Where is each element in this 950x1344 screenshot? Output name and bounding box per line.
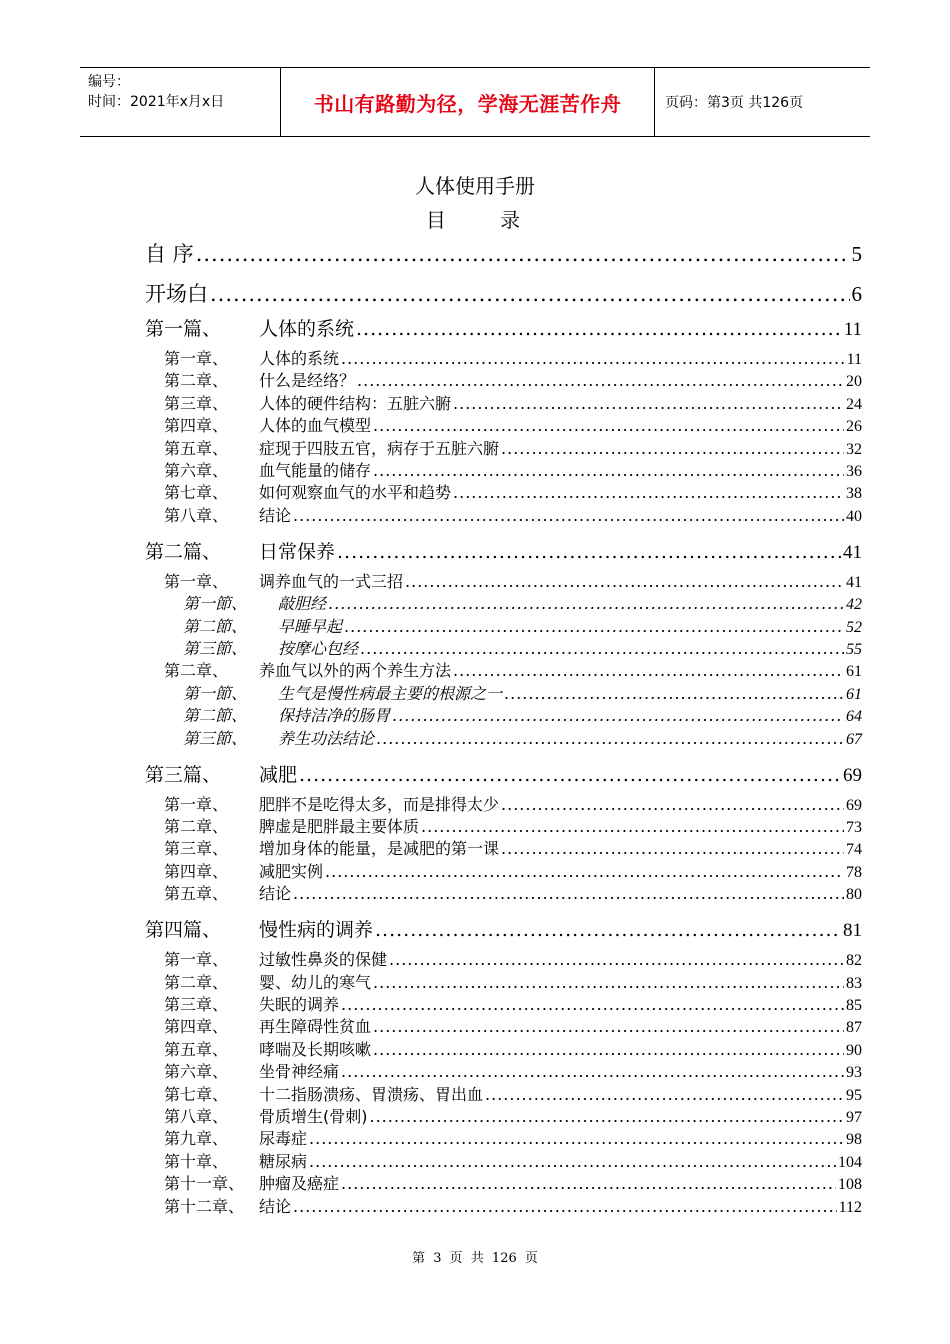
toc-entry-title: 脾虚是肥胖最主要体质	[259, 817, 420, 836]
toc-leader-dots	[421, 817, 844, 836]
toc-leader-dots	[341, 1062, 844, 1081]
toc-page-number: 69	[846, 796, 862, 814]
toc-section-entry[interactable]	[183, 591, 862, 612]
toc-entry-number: 第十章、	[164, 1151, 229, 1171]
code-label: 编号：	[88, 74, 130, 90]
toc-part-entry[interactable]	[145, 238, 862, 268]
toc-leader-dots	[373, 1040, 844, 1059]
toc-leader-dots	[392, 706, 844, 725]
toc-chapter-entry[interactable]	[164, 1014, 862, 1035]
toc-leader-dots	[453, 661, 844, 680]
toc-entry-number: 第六章、	[164, 461, 229, 480]
toc-page-number: 20	[846, 373, 862, 391]
toc-entry-number: 第六章、	[164, 1062, 229, 1082]
toc-entry-title: 过敏性鼻炎的保健	[259, 950, 388, 970]
toc-chapter-entry[interactable]	[164, 881, 862, 902]
toc-heading: 目 录	[425, 208, 525, 232]
toc-chapter-entry[interactable]	[164, 413, 862, 434]
toc-leader-dots	[373, 461, 844, 480]
header-motto: 书山有路勤为径，学海无涯苦作舟	[281, 68, 655, 136]
toc-entry-title: 结论	[259, 884, 292, 904]
toc-entry-title: 什么是经络？	[259, 371, 356, 391]
toc-leader-dots	[196, 242, 850, 266]
toc-page-number: 74	[846, 841, 862, 859]
toc-entry-number: 第十一章、	[164, 1174, 245, 1194]
toc-entry-number: 第三篇、	[145, 763, 222, 786]
toc-chapter-entry[interactable]	[164, 836, 862, 857]
toc-page-number: 41	[843, 541, 862, 563]
toc-entry-title: 婴、幼儿的寒气	[259, 972, 372, 992]
toc-chapter-entry[interactable]	[164, 368, 862, 389]
header-page-info: 页码：第3页 共126页	[665, 95, 804, 111]
toc-page-number: 87	[846, 1019, 862, 1037]
toc-chapter-entry[interactable]	[164, 480, 862, 501]
toc-entry-number: 第一節、	[183, 683, 248, 703]
toc-chapter-entry[interactable]	[164, 947, 862, 968]
toc-entry-title: 减肥	[259, 763, 298, 786]
toc-leader-dots	[337, 541, 841, 563]
toc-entry-title: 失眠的调养	[259, 995, 340, 1014]
toc-entry-number: 第四篇、	[145, 919, 222, 942]
toc-leader-dots	[485, 1085, 844, 1104]
toc-page-number: 69	[843, 764, 862, 786]
toc-leader-dots	[501, 795, 844, 814]
toc-page-number: 73	[846, 819, 862, 836]
toc-leader-dots	[373, 416, 844, 435]
document-title: 人体使用手册	[415, 174, 535, 198]
toc-entry-title: 按摩心包经	[278, 639, 359, 658]
toc-entry-title: 早睡早起	[278, 616, 343, 636]
toc-entry-title: 生气是慢性病最主要的根源之一	[278, 683, 503, 703]
toc-page-number: 104	[838, 1153, 862, 1171]
toc-chapter-entry[interactable]	[164, 346, 862, 367]
toc-page-number: 82	[846, 952, 862, 970]
toc-entry-number: 第一章、	[164, 571, 229, 591]
toc-page-number: 108	[838, 1176, 862, 1194]
toc-leader-dots	[375, 919, 841, 941]
toc-page-number: 26	[846, 418, 862, 436]
page-footer: 第 3 页 共 126 页	[412, 1251, 538, 1266]
toc-entry-title: 保持洁净的肠胃	[278, 706, 391, 726]
toc-leader-dots	[293, 884, 844, 903]
toc-page-number: 93	[846, 1064, 862, 1082]
toc-leader-dots	[357, 371, 844, 390]
toc-entry-number: 第八章、	[164, 505, 229, 525]
toc-chapter-entry[interactable]	[164, 1082, 862, 1103]
toc-part-entry[interactable]	[145, 760, 862, 786]
toc-leader-dots	[501, 839, 844, 858]
toc-entry-number: 第四章、	[164, 416, 229, 436]
toc-leader-dots	[293, 1197, 837, 1216]
toc-entry-number: 第九章、	[164, 1129, 229, 1149]
toc-page-number: 41	[846, 573, 862, 591]
toc-leader-dots	[453, 483, 844, 502]
toc-entry-number: 开场白	[145, 282, 208, 306]
toc-entry-title: 调养血气的一式三招	[259, 571, 404, 591]
toc-leader-dots	[370, 1107, 845, 1126]
toc-entry-number: 第三章、	[164, 995, 229, 1014]
toc-entry-title: 减肥实例	[259, 861, 324, 881]
toc-entry-title: 骨质增生(骨刺)	[259, 1107, 368, 1126]
toc-page-number: 112	[838, 1198, 862, 1216]
toc-entry-title: 如何观察血气的水平和趋势	[259, 483, 452, 503]
toc-entry-number: 第七章、	[164, 1084, 229, 1104]
toc-entry-title: 结论	[259, 505, 292, 525]
toc-page-number: 11	[846, 351, 862, 368]
toc-leader-dots	[373, 973, 844, 992]
toc-entry-number: 第二節、	[183, 706, 248, 726]
toc-chapter-entry[interactable]	[164, 1104, 862, 1125]
toc-leader-dots	[293, 506, 844, 525]
toc-entry-number: 第五章、	[164, 884, 229, 904]
toc-entry-title: 再生障碍性贫血	[259, 1017, 372, 1037]
toc-page-number: 32	[846, 440, 862, 458]
toc-entry-title: 人体的血气模型	[259, 416, 372, 436]
toc-entry-title: 十二指肠溃疡、胃溃疡、胃出血	[259, 1084, 484, 1104]
toc-chapter-entry[interactable]	[164, 391, 862, 412]
toc-entry-number: 第四章、	[164, 1017, 229, 1037]
toc-entry-title: 人体的系统	[259, 318, 355, 340]
toc-leader-dots	[309, 1152, 836, 1171]
toc-page-number: 67	[846, 730, 862, 748]
toc-entry-number: 第三節、	[183, 639, 248, 658]
toc-entry-title: 肥胖不是吃得太多，而是排得太少	[259, 794, 500, 814]
toc-page-number: 85	[846, 997, 862, 1014]
toc-entry-title: 人体的硬件结构：五脏六腑	[259, 393, 452, 413]
toc-entry-number: 第七章、	[164, 483, 229, 503]
toc-entry-title: 养生功法结论	[278, 728, 375, 748]
toc-entry-title: 增加身体的能量，是减肥的第一课	[259, 839, 500, 859]
toc-leader-dots	[356, 318, 842, 340]
toc-entry-number: 第二章、	[164, 972, 229, 992]
toc-chapter-entry[interactable]	[164, 1171, 862, 1192]
toc-page-number: 90	[846, 1041, 862, 1059]
toc-entry-title: 慢性病的调养	[259, 919, 374, 942]
toc-page-number: 38	[846, 485, 862, 503]
toc-leader-dots	[325, 862, 844, 881]
toc-section-entry[interactable]	[183, 636, 862, 657]
toc-entry-title: 血气能量的储存	[259, 461, 372, 480]
toc-page-number: 42	[846, 596, 862, 614]
toc-leader-dots	[309, 1129, 844, 1148]
toc-leader-dots	[405, 572, 844, 591]
toc-entry-number: 第一章、	[164, 794, 229, 814]
toc-part-entry[interactable]	[145, 278, 862, 308]
toc-entry-number: 第二篇、	[145, 540, 222, 563]
toc-page-number: 11	[843, 319, 862, 340]
toc-entry-number: 第一章、	[164, 349, 229, 368]
toc-leader-dots	[373, 1017, 844, 1036]
toc-leader-dots	[210, 282, 850, 306]
toc-entry-title: 结论	[259, 1196, 292, 1216]
toc-entry-title: 坐骨神经痛	[259, 1062, 340, 1082]
toc-page-number: 98	[846, 1131, 862, 1149]
toc-entry-title: 糖尿病	[259, 1151, 308, 1171]
toc-page-number: 64	[846, 708, 862, 726]
toc-leader-dots	[453, 394, 844, 413]
toc-entry-number: 第一節、	[183, 594, 248, 614]
date-label: 时间：2021年x月x日	[88, 94, 225, 110]
toc-entry-number: 第二章、	[164, 371, 229, 391]
toc-entry-number: 第三章、	[164, 393, 229, 413]
toc-page-number: 40	[846, 507, 862, 525]
toc-section-entry[interactable]	[183, 726, 862, 747]
toc-entry-title: 肿瘤及癌症	[259, 1174, 340, 1194]
toc-chapter-entry[interactable]	[164, 569, 862, 590]
toc-page-number: 52	[846, 618, 862, 636]
toc-entry-number: 第五章、	[164, 1039, 229, 1059]
toc-chapter-entry[interactable]	[164, 992, 862, 1013]
toc-chapter-entry[interactable]	[164, 1126, 862, 1147]
toc-chapter-entry[interactable]	[164, 1059, 862, 1080]
toc-chapter-entry[interactable]	[164, 792, 862, 813]
toc-entry-number: 自 序	[145, 242, 194, 266]
toc-leader-dots	[299, 764, 841, 786]
toc-leader-dots	[341, 1174, 836, 1193]
toc-page-number: 24	[846, 395, 862, 413]
toc-entry-number: 第五章、	[164, 438, 229, 458]
toc-chapter-entry[interactable]	[164, 1037, 862, 1058]
toc-entry-number: 第二節、	[183, 616, 248, 636]
toc-entry-number: 第一篇、	[145, 318, 222, 340]
toc-entry-title: 哮喘及长期咳嗽	[259, 1039, 372, 1059]
toc-entry-title: 症现于四肢五官，病存于五脏六腑	[259, 438, 500, 458]
toc-page-number: 61	[846, 663, 862, 681]
toc-entry-number: 第四章、	[164, 861, 229, 881]
toc-section-entry[interactable]	[183, 681, 862, 702]
toc-section-entry[interactable]	[183, 703, 862, 724]
toc-entry-title: 养血气以外的两个养生方法	[259, 661, 452, 681]
toc-section-entry[interactable]	[183, 614, 862, 635]
toc-entry-title: 敲胆经	[278, 594, 327, 614]
toc-leader-dots	[328, 594, 844, 613]
toc-page-number: 61	[846, 685, 862, 703]
toc-leader-dots	[501, 439, 844, 458]
toc-page-number: 81	[843, 920, 862, 942]
toc-leader-dots	[376, 729, 844, 748]
toc-chapter-entry[interactable]	[164, 458, 862, 479]
page-header	[80, 67, 870, 137]
toc-page-number: 78	[846, 863, 862, 881]
toc-entry-number: 第一章、	[164, 950, 229, 970]
toc-part-entry[interactable]	[145, 915, 862, 941]
toc-page-number: 36	[846, 463, 862, 480]
toc-entry-number: 第三節、	[183, 728, 248, 748]
toc-chapter-entry[interactable]	[164, 970, 862, 991]
toc-entry-number: 第八章、	[164, 1107, 229, 1126]
toc-page-number: 5	[851, 242, 862, 266]
toc-chapter-entry[interactable]	[164, 503, 862, 524]
toc-entry-number: 第十二章、	[164, 1196, 245, 1216]
header-meta	[80, 68, 281, 136]
toc-part-entry[interactable]	[145, 537, 862, 563]
toc-page-number: 55	[846, 641, 862, 658]
toc-leader-dots	[341, 995, 844, 1014]
toc-entry-number: 第二章、	[164, 817, 229, 836]
toc-chapter-entry[interactable]	[164, 1194, 862, 1215]
toc-entry-title: 日常保养	[259, 540, 336, 563]
toc-entry-title: 尿毒症	[259, 1129, 308, 1149]
toc-leader-dots	[344, 617, 844, 636]
toc-leader-dots	[389, 950, 844, 969]
toc-chapter-entry[interactable]	[164, 658, 862, 679]
toc-leader-dots	[504, 684, 844, 703]
toc-entry-number: 第二章、	[164, 661, 229, 681]
toc-page-number: 95	[846, 1086, 862, 1104]
toc-chapter-entry[interactable]	[164, 859, 862, 880]
toc-chapter-entry[interactable]	[164, 814, 862, 835]
toc-page-number: 97	[846, 1109, 862, 1126]
toc-leader-dots	[341, 349, 845, 368]
toc-chapter-entry[interactable]	[164, 1149, 862, 1170]
toc-page-number: 83	[846, 974, 862, 992]
toc-page-number: 80	[846, 886, 862, 904]
toc-chapter-entry[interactable]	[164, 436, 862, 457]
toc-page-number: 6	[851, 282, 862, 306]
toc-entry-number: 第三章、	[164, 839, 229, 859]
toc-leader-dots	[360, 639, 844, 658]
toc-part-entry[interactable]	[145, 314, 862, 340]
toc-entry-title: 人体的系统	[259, 349, 340, 368]
